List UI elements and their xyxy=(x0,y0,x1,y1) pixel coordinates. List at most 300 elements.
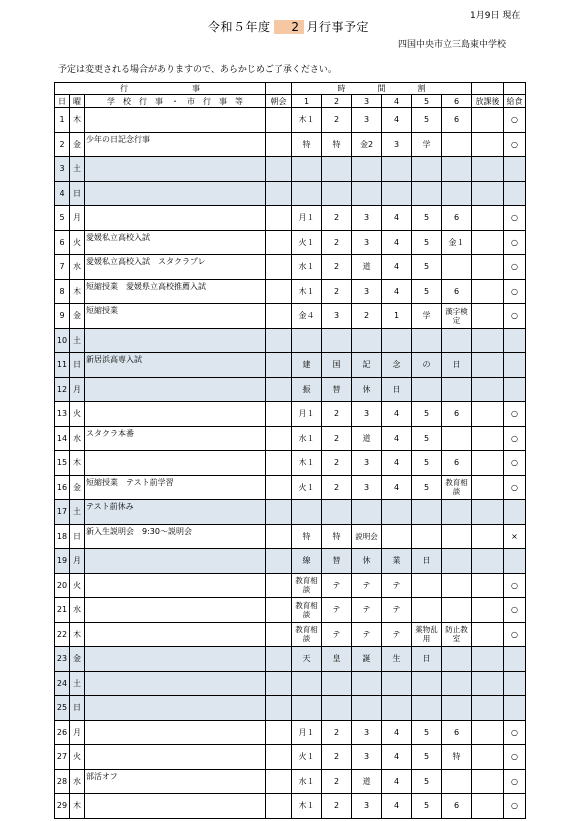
period-cell: 3 xyxy=(352,745,382,770)
day-of-week: 月 xyxy=(70,377,85,402)
period-cell: 特 xyxy=(442,745,472,770)
period-cell: 5 xyxy=(412,402,442,427)
period-cell: の xyxy=(412,353,442,378)
period-cell xyxy=(412,696,442,721)
day-of-week: 水 xyxy=(70,255,85,280)
day-of-week: 日 xyxy=(70,353,85,378)
period-cell: 4 xyxy=(382,720,412,745)
period-cell: 火１ xyxy=(292,745,322,770)
event-cell xyxy=(85,377,266,402)
period-cell: 学 xyxy=(412,132,442,157)
choukai-cell xyxy=(266,230,292,255)
event-cell xyxy=(85,157,266,182)
choukai-cell xyxy=(266,353,292,378)
table-row xyxy=(55,671,526,696)
period-cell xyxy=(322,696,352,721)
period-cell: 金１ xyxy=(442,230,472,255)
table-row xyxy=(55,573,526,598)
day-of-week: 水 xyxy=(70,426,85,451)
period-cell: 2 xyxy=(352,304,382,329)
choukai-cell xyxy=(266,720,292,745)
period-cell: 金2 xyxy=(352,132,382,157)
choukai-cell xyxy=(266,769,292,794)
event-cell xyxy=(85,696,266,721)
period-cell: 替 xyxy=(322,549,352,574)
after-school-cell xyxy=(472,500,504,525)
period-cell xyxy=(412,377,442,402)
lunch-cell: ○ xyxy=(504,279,526,304)
table-row xyxy=(55,745,526,770)
period-cell: 休 xyxy=(352,377,382,402)
table-row xyxy=(55,647,526,672)
period-cell: 5 xyxy=(412,745,442,770)
period-cell: 3 xyxy=(352,451,382,476)
event-cell: 短縮授業 xyxy=(85,304,266,329)
event-cell xyxy=(85,549,266,574)
event-cell xyxy=(85,108,266,133)
day-of-week: 金 xyxy=(70,304,85,329)
period-cell: テ xyxy=(352,598,382,623)
after-school-cell xyxy=(472,647,504,672)
table-row xyxy=(55,328,526,353)
table-row xyxy=(55,720,526,745)
period-cell: 5 xyxy=(412,230,442,255)
table-row xyxy=(55,769,526,794)
period-cell xyxy=(292,671,322,696)
header-choukai: 朝会 xyxy=(266,95,292,108)
period-cell: 木１ xyxy=(292,794,322,819)
period-cell: 2 xyxy=(322,255,352,280)
period-cell: 3 xyxy=(352,720,382,745)
header-after-school: 放課後 xyxy=(472,95,504,108)
period-cell: 道 xyxy=(352,426,382,451)
period-cell: 4 xyxy=(382,108,412,133)
day-number: 7 xyxy=(55,255,70,280)
period-cell: 4 xyxy=(382,402,412,427)
period-cell: 5 xyxy=(412,451,442,476)
period-cell xyxy=(442,647,472,672)
header-period: 5 xyxy=(412,95,442,108)
period-cell: 6 xyxy=(442,794,472,819)
day-number: 26 xyxy=(55,720,70,745)
day-number: 19 xyxy=(55,549,70,574)
period-cell: 2 xyxy=(322,108,352,133)
event-cell xyxy=(85,671,266,696)
period-cell xyxy=(352,328,382,353)
after-school-cell xyxy=(472,769,504,794)
period-cell: 6 xyxy=(442,279,472,304)
table-row xyxy=(55,279,526,304)
period-cell: 2 xyxy=(322,745,352,770)
choukai-cell xyxy=(266,573,292,598)
lunch-cell: ○ xyxy=(504,304,526,329)
period-cell: 木１ xyxy=(292,108,322,133)
period-cell: 業 xyxy=(382,549,412,574)
day-number: 20 xyxy=(55,573,70,598)
period-cell: 3 xyxy=(352,279,382,304)
day-of-week: 月 xyxy=(70,720,85,745)
choukai-cell xyxy=(266,451,292,476)
choukai-cell xyxy=(266,402,292,427)
table-row xyxy=(55,377,526,402)
lunch-cell xyxy=(504,181,526,206)
period-cell: 2 xyxy=(322,230,352,255)
choukai-cell xyxy=(266,377,292,402)
title-prefix: 令和５年度 xyxy=(208,20,271,34)
choukai-cell xyxy=(266,279,292,304)
period-cell: 2 xyxy=(322,426,352,451)
period-cell xyxy=(442,328,472,353)
period-cell: テ xyxy=(382,598,412,623)
lunch-cell: ○ xyxy=(504,255,526,280)
period-cell: 月１ xyxy=(292,402,322,427)
choukai-cell xyxy=(266,647,292,672)
day-number: 18 xyxy=(55,524,70,549)
day-of-week: 土 xyxy=(70,328,85,353)
period-cell xyxy=(382,524,412,549)
period-cell xyxy=(352,696,382,721)
period-cell: 教育相談 xyxy=(292,622,322,647)
after-school-cell xyxy=(472,524,504,549)
header-gyouji: 行 事 xyxy=(55,83,266,95)
day-number: 2 xyxy=(55,132,70,157)
period-cell: 水１ xyxy=(292,255,322,280)
table-row xyxy=(55,206,526,231)
period-cell xyxy=(352,671,382,696)
choukai-cell xyxy=(266,108,292,133)
lunch-cell xyxy=(504,549,526,574)
period-cell: 国 xyxy=(322,353,352,378)
choukai-cell xyxy=(266,622,292,647)
schedule-table xyxy=(54,82,526,819)
event-cell xyxy=(85,402,266,427)
header-blank xyxy=(472,83,504,95)
day-number: 25 xyxy=(55,696,70,721)
period-cell: 3 xyxy=(352,206,382,231)
lunch-cell xyxy=(504,353,526,378)
period-cell: 2 xyxy=(322,279,352,304)
period-cell xyxy=(442,769,472,794)
after-school-cell xyxy=(472,304,504,329)
period-cell: 5 xyxy=(412,108,442,133)
day-of-week: 木 xyxy=(70,451,85,476)
as-of-date: 1月9日 現在 xyxy=(470,11,521,21)
period-cell xyxy=(442,426,472,451)
period-cell xyxy=(412,157,442,182)
day-number: 3 xyxy=(55,157,70,182)
period-cell: 4 xyxy=(382,769,412,794)
day-of-week: 木 xyxy=(70,279,85,304)
day-of-week: 木 xyxy=(70,794,85,819)
period-cell: 天 xyxy=(292,647,322,672)
period-cell: 特 xyxy=(292,132,322,157)
choukai-cell xyxy=(266,500,292,525)
choukai-cell xyxy=(266,426,292,451)
period-cell xyxy=(292,328,322,353)
period-cell xyxy=(292,500,322,525)
event-cell xyxy=(85,745,266,770)
period-cell: 日 xyxy=(442,353,472,378)
header-jikanwari: 時 間 割 xyxy=(292,83,472,95)
period-cell: 木１ xyxy=(292,279,322,304)
school-name: 四国中央市立三島東中学校 xyxy=(398,40,507,50)
day-number: 27 xyxy=(55,745,70,770)
after-school-cell xyxy=(472,573,504,598)
lunch-cell xyxy=(504,647,526,672)
header-period: 1 xyxy=(292,95,322,108)
after-school-cell xyxy=(472,696,504,721)
period-cell: テ xyxy=(382,573,412,598)
event-cell: 部活オフ xyxy=(85,769,266,794)
period-cell: 日 xyxy=(412,549,442,574)
header-events: 学 校 行 事 ・ 市 行 事 等 xyxy=(85,95,266,108)
event-cell: 少年の日記念行事 xyxy=(85,132,266,157)
event-cell: 短縮授業 愛媛県立高校推薦入試 xyxy=(85,279,266,304)
period-cell xyxy=(442,132,472,157)
period-cell xyxy=(412,524,442,549)
period-cell: 2 xyxy=(322,206,352,231)
day-number: 4 xyxy=(55,181,70,206)
period-cell: 4 xyxy=(382,255,412,280)
table-row xyxy=(55,181,526,206)
event-cell xyxy=(85,181,266,206)
table-row xyxy=(55,524,526,549)
period-cell xyxy=(442,181,472,206)
table-row xyxy=(55,598,526,623)
period-cell: 2 xyxy=(322,769,352,794)
day-number: 24 xyxy=(55,671,70,696)
period-cell xyxy=(322,500,352,525)
lunch-cell xyxy=(504,157,526,182)
choukai-cell xyxy=(266,794,292,819)
period-cell xyxy=(382,157,412,182)
choukai-cell xyxy=(266,475,292,500)
event-cell: 短縮授業 テスト前学習 xyxy=(85,475,266,500)
day-of-week: 土 xyxy=(70,671,85,696)
period-cell xyxy=(352,157,382,182)
day-number: 10 xyxy=(55,328,70,353)
period-cell xyxy=(442,696,472,721)
after-school-cell xyxy=(472,230,504,255)
after-school-cell xyxy=(472,598,504,623)
period-cell: 4 xyxy=(382,745,412,770)
lunch-cell: × xyxy=(504,524,526,549)
period-cell: 建 xyxy=(292,353,322,378)
lunch-cell: ○ xyxy=(504,451,526,476)
after-school-cell xyxy=(472,279,504,304)
lunch-cell: ○ xyxy=(504,769,526,794)
period-cell xyxy=(382,696,412,721)
day-number: 8 xyxy=(55,279,70,304)
after-school-cell xyxy=(472,745,504,770)
period-cell xyxy=(322,671,352,696)
period-cell: 特 xyxy=(292,524,322,549)
period-cell xyxy=(412,671,442,696)
header-dow: 曜 xyxy=(70,95,85,108)
day-number: 6 xyxy=(55,230,70,255)
after-school-cell xyxy=(472,426,504,451)
period-cell: 道 xyxy=(352,255,382,280)
event-cell: 新居浜高専入試 xyxy=(85,353,266,378)
page-title xyxy=(208,18,369,35)
period-cell: テ xyxy=(352,573,382,598)
period-cell: テ xyxy=(322,622,352,647)
period-cell xyxy=(412,181,442,206)
day-of-week: 木 xyxy=(70,622,85,647)
day-of-week: 土 xyxy=(70,157,85,182)
period-cell xyxy=(292,696,322,721)
header-period: 3 xyxy=(352,95,382,108)
table-row xyxy=(55,402,526,427)
period-cell: 防止教室 xyxy=(442,622,472,647)
header-period: 2 xyxy=(322,95,352,108)
event-cell: 愛媛私立高校入試 xyxy=(85,230,266,255)
period-cell xyxy=(292,157,322,182)
choukai-cell xyxy=(266,671,292,696)
day-of-week: 金 xyxy=(70,132,85,157)
after-school-cell xyxy=(472,108,504,133)
after-school-cell xyxy=(472,328,504,353)
after-school-cell xyxy=(472,622,504,647)
period-cell: 4 xyxy=(382,426,412,451)
period-cell: 生 xyxy=(382,647,412,672)
day-number: 9 xyxy=(55,304,70,329)
period-cell: 5 xyxy=(412,426,442,451)
lunch-cell xyxy=(504,377,526,402)
period-cell: 火１ xyxy=(292,475,322,500)
event-cell: スタクラ本番 xyxy=(85,426,266,451)
day-of-week: 金 xyxy=(70,475,85,500)
period-cell: 教育相談 xyxy=(292,598,322,623)
period-cell: 月１ xyxy=(292,720,322,745)
period-cell: 4 xyxy=(382,794,412,819)
day-number: 15 xyxy=(55,451,70,476)
event-cell xyxy=(85,720,266,745)
event-cell xyxy=(85,598,266,623)
lunch-cell xyxy=(504,696,526,721)
event-cell xyxy=(85,328,266,353)
period-cell: 5 xyxy=(412,794,442,819)
event-cell xyxy=(85,647,266,672)
day-number: 14 xyxy=(55,426,70,451)
choukai-cell xyxy=(266,181,292,206)
period-cell: 説明会 xyxy=(352,524,382,549)
period-cell xyxy=(292,181,322,206)
period-cell: 4 xyxy=(382,475,412,500)
period-cell xyxy=(412,328,442,353)
period-cell xyxy=(412,598,442,623)
table-row xyxy=(55,230,526,255)
day-number: 16 xyxy=(55,475,70,500)
day-number: 22 xyxy=(55,622,70,647)
table-row xyxy=(55,475,526,500)
choukai-cell xyxy=(266,696,292,721)
day-of-week: 日 xyxy=(70,524,85,549)
table-row xyxy=(55,157,526,182)
lunch-cell: ○ xyxy=(504,402,526,427)
period-cell: 3 xyxy=(382,132,412,157)
after-school-cell xyxy=(472,671,504,696)
choukai-cell xyxy=(266,549,292,574)
period-cell xyxy=(442,500,472,525)
period-cell xyxy=(412,500,442,525)
period-cell: 木１ xyxy=(292,451,322,476)
period-cell: 6 xyxy=(442,206,472,231)
choukai-cell xyxy=(266,524,292,549)
period-cell: 漢字検定 xyxy=(442,304,472,329)
period-cell xyxy=(442,377,472,402)
period-cell: 替 xyxy=(322,377,352,402)
table-row xyxy=(55,353,526,378)
day-of-week: 日 xyxy=(70,696,85,721)
day-number: 17 xyxy=(55,500,70,525)
period-cell: 薬物乱用 xyxy=(412,622,442,647)
day-number: 12 xyxy=(55,377,70,402)
period-cell: 道 xyxy=(352,769,382,794)
period-cell: 教育相談 xyxy=(292,573,322,598)
period-cell: 火１ xyxy=(292,230,322,255)
period-cell: 3 xyxy=(352,475,382,500)
day-of-week: 火 xyxy=(70,230,85,255)
period-cell xyxy=(442,573,472,598)
lunch-cell xyxy=(504,500,526,525)
after-school-cell xyxy=(472,353,504,378)
period-cell: 特 xyxy=(322,132,352,157)
event-cell xyxy=(85,794,266,819)
period-cell: 3 xyxy=(352,108,382,133)
table-row xyxy=(55,132,526,157)
period-cell: 5 xyxy=(412,720,442,745)
day-number: 23 xyxy=(55,647,70,672)
after-school-cell xyxy=(472,451,504,476)
lunch-cell xyxy=(504,671,526,696)
period-cell: 休 xyxy=(352,549,382,574)
after-school-cell xyxy=(472,402,504,427)
day-of-week: 木 xyxy=(70,108,85,133)
period-cell: 月１ xyxy=(292,206,322,231)
lunch-cell: ○ xyxy=(504,475,526,500)
period-cell: 1 xyxy=(382,304,412,329)
period-cell: 2 xyxy=(322,794,352,819)
table-row xyxy=(55,108,526,133)
header-lunch: 給食 xyxy=(504,95,526,108)
choukai-cell xyxy=(266,255,292,280)
choukai-cell xyxy=(266,206,292,231)
period-cell xyxy=(442,255,472,280)
day-of-week: 水 xyxy=(70,769,85,794)
lunch-cell: ○ xyxy=(504,573,526,598)
day-of-week: 水 xyxy=(70,598,85,623)
header-blank xyxy=(504,83,526,95)
choukai-cell xyxy=(266,304,292,329)
period-cell: テ xyxy=(322,598,352,623)
event-cell xyxy=(85,622,266,647)
after-school-cell xyxy=(472,794,504,819)
after-school-cell xyxy=(472,255,504,280)
day-number: 13 xyxy=(55,402,70,427)
after-school-cell xyxy=(472,549,504,574)
period-cell xyxy=(322,181,352,206)
day-of-week: 土 xyxy=(70,500,85,525)
day-number: 1 xyxy=(55,108,70,133)
period-cell: 3 xyxy=(352,230,382,255)
day-of-week: 金 xyxy=(70,647,85,672)
period-cell xyxy=(352,181,382,206)
choukai-cell xyxy=(266,328,292,353)
period-cell xyxy=(382,500,412,525)
table-row xyxy=(55,255,526,280)
day-number: 21 xyxy=(55,598,70,623)
